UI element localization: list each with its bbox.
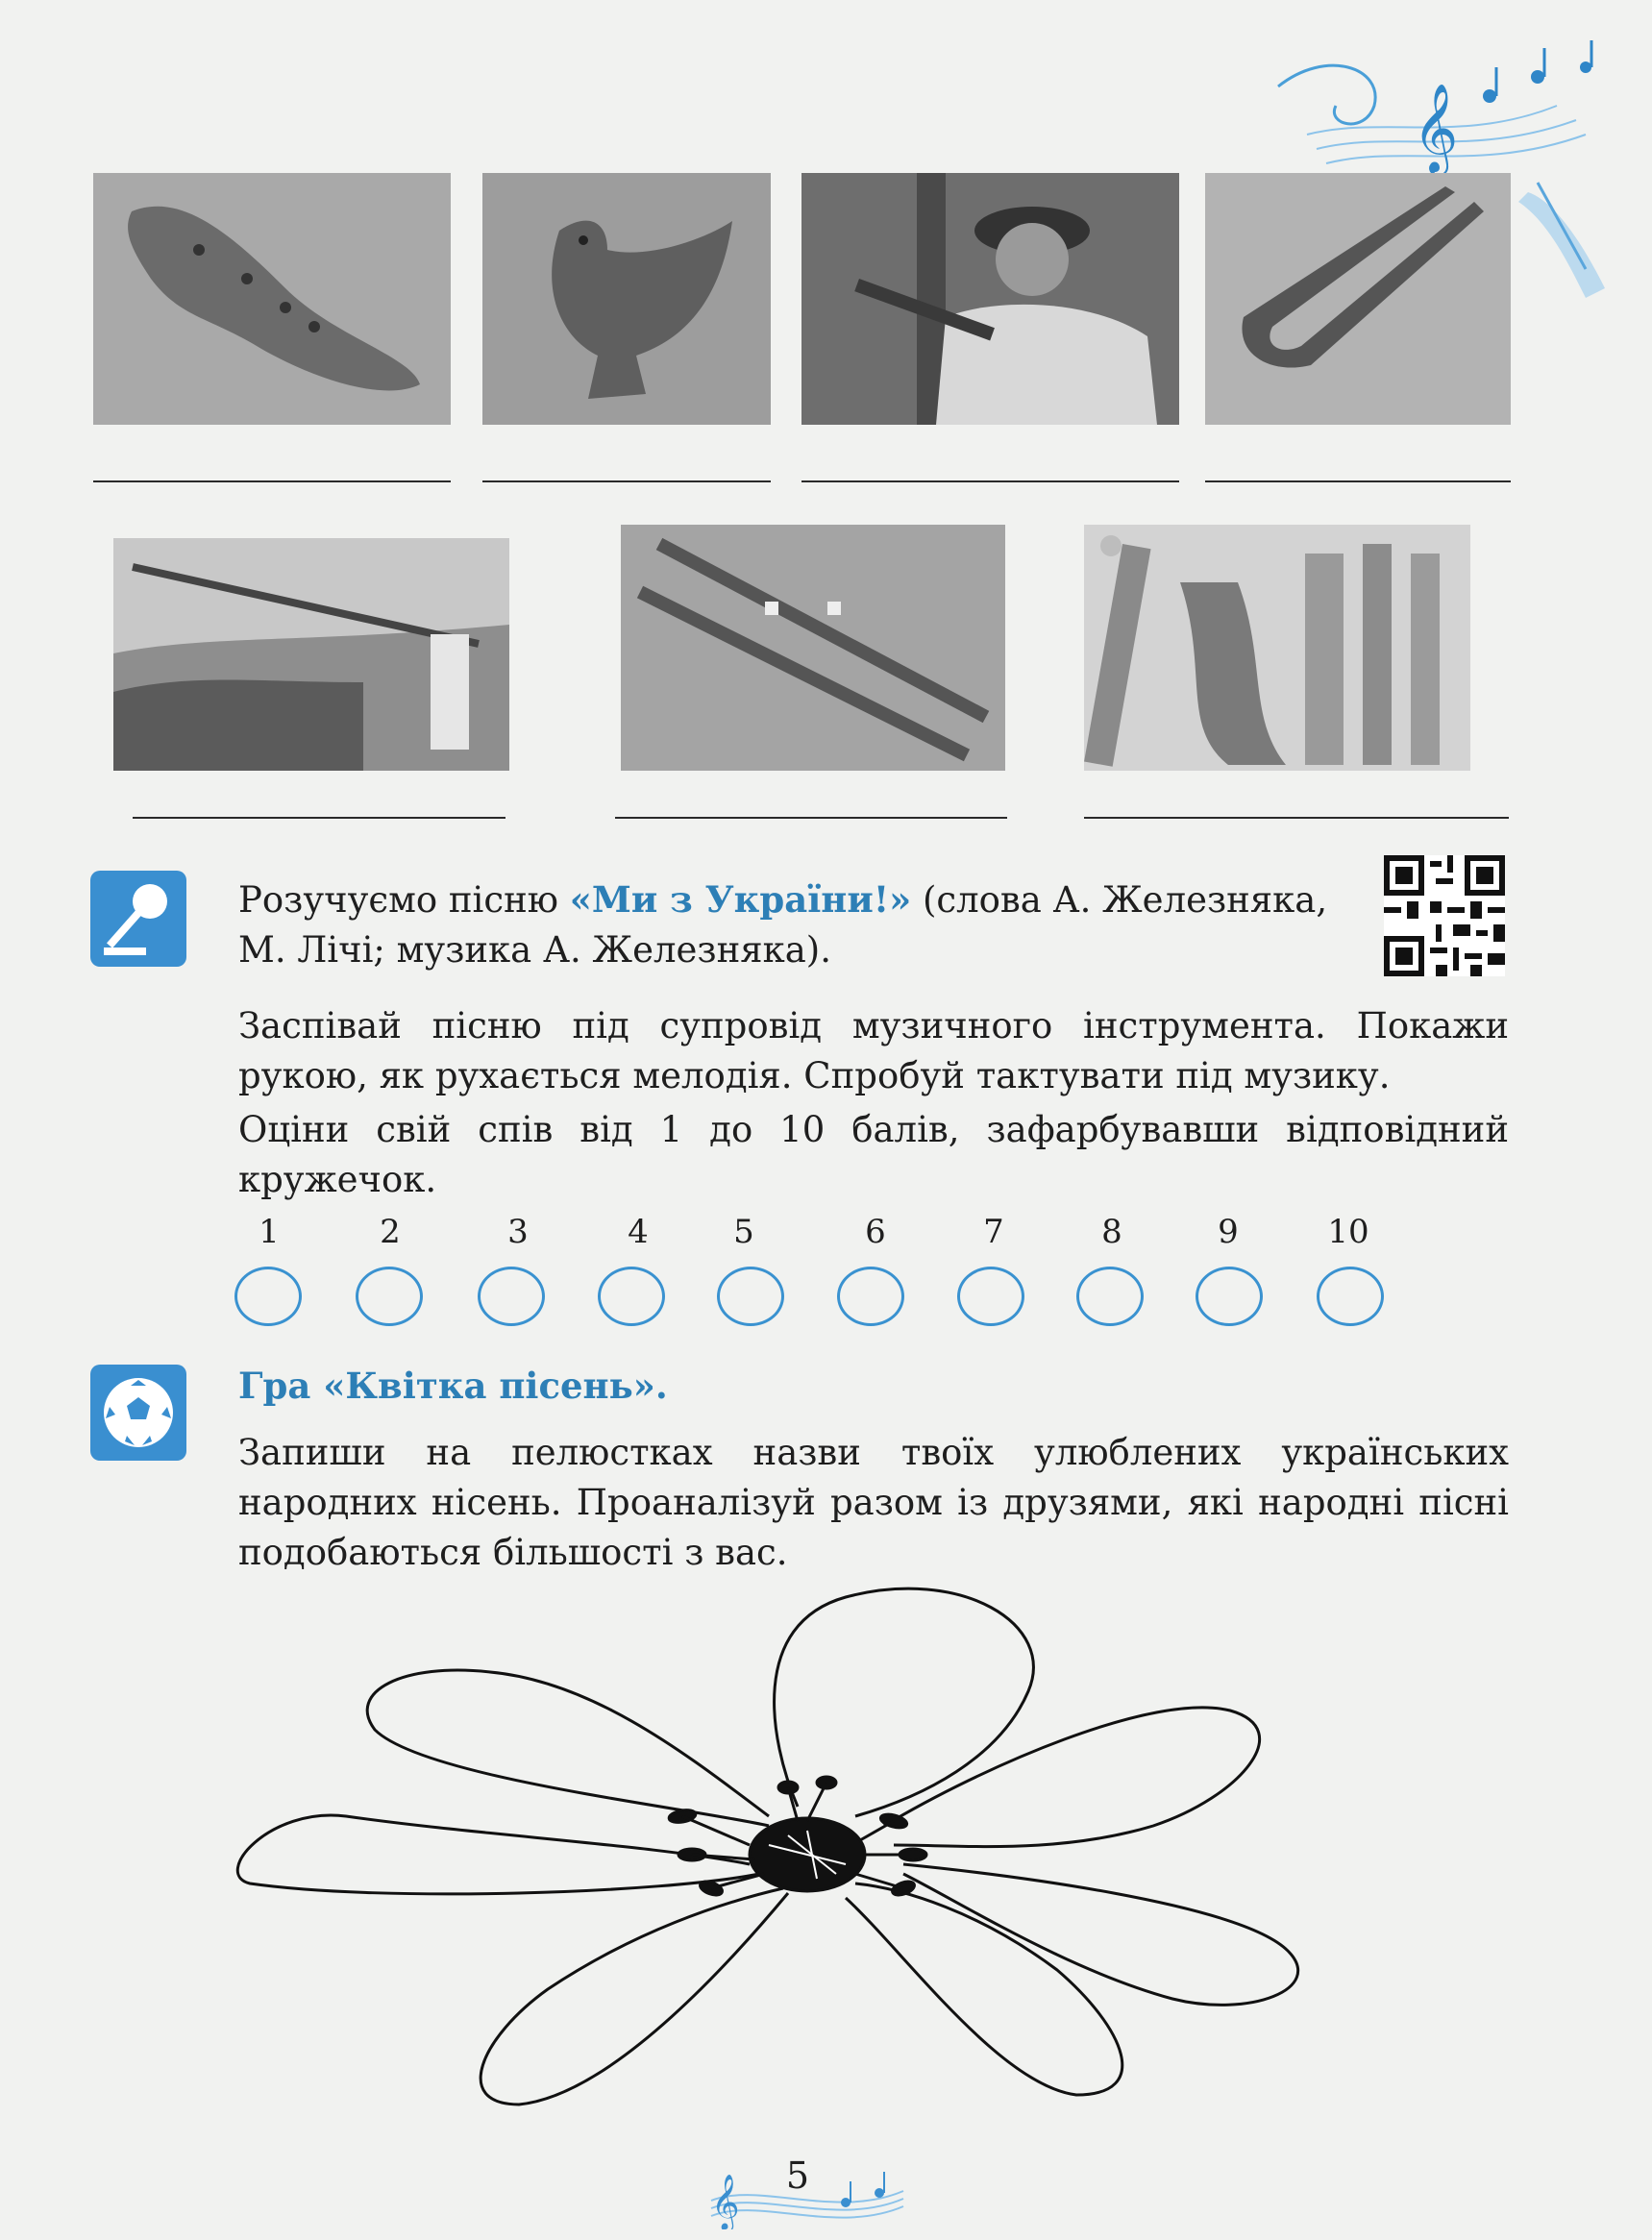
rating-number-7: 7 <box>983 1213 1004 1251</box>
ocarina-photo <box>93 173 451 425</box>
rating-circle-4[interactable] <box>598 1267 665 1326</box>
microphone-icon <box>90 871 186 967</box>
trembita-photo <box>113 538 509 771</box>
rating-number-5: 5 <box>733 1213 754 1251</box>
answer-line-1[interactable] <box>93 480 451 482</box>
qr-code[interactable] <box>1384 855 1505 976</box>
answer-line-5[interactable] <box>133 817 505 819</box>
rating-circle-2[interactable] <box>356 1267 423 1326</box>
rating-circle-5[interactable] <box>717 1267 784 1326</box>
rating-number-6: 6 <box>865 1213 886 1251</box>
song-credits: М. Лічі; музика А. Железняка). <box>238 929 831 971</box>
svg-text:𝄞: 𝄞 <box>711 2174 740 2229</box>
rating-circle-8[interactable] <box>1076 1267 1144 1326</box>
rating-number-9: 9 <box>1218 1213 1239 1251</box>
wooden-pipes-photo <box>621 525 1005 771</box>
flower-petal-right <box>903 1864 1298 2005</box>
answer-line-4[interactable] <box>1205 480 1511 482</box>
rating-circle-3[interactable] <box>478 1267 545 1326</box>
rating-circle-6[interactable] <box>837 1267 904 1326</box>
answer-line-6[interactable] <box>615 817 1007 819</box>
rating-circle-9[interactable] <box>1196 1267 1263 1326</box>
flower-petal-top <box>775 1588 1034 1816</box>
rating-number-4: 4 <box>628 1213 649 1251</box>
bird-whistle-photo <box>482 173 771 425</box>
song-flower-drawing[interactable] <box>231 1586 1422 2124</box>
rating-number-1: 1 <box>259 1213 280 1251</box>
song-paragraph <box>238 874 1344 975</box>
jaw-harp-photo <box>1205 173 1511 425</box>
game-title: Гра «Квітка пісень». <box>238 1365 668 1407</box>
svg-text:𝄞: 𝄞 <box>1413 83 1459 172</box>
soccer-ball-icon <box>90 1365 186 1461</box>
rating-number-3: 3 <box>507 1213 529 1251</box>
rating-number-8: 8 <box>1101 1213 1122 1251</box>
musician-photo <box>801 173 1179 425</box>
flower-petal-bottom-left <box>481 1888 788 2105</box>
song-suffix: (слова А. Железняка, <box>911 879 1328 921</box>
answer-line-2[interactable] <box>482 480 771 482</box>
rating-circle-10[interactable] <box>1317 1267 1384 1326</box>
rating-number-2: 2 <box>380 1213 401 1251</box>
answer-line-7[interactable] <box>1084 817 1509 819</box>
rate-instructions: Оціни свій спів від 1 до 10 балів, зафарбувавши відповідний кружечок. <box>238 1109 1509 1200</box>
rating-number-10: 10 <box>1327 1213 1369 1251</box>
flower-petal-upper-left <box>367 1670 769 1826</box>
song-title: «Ми з України!» <box>569 878 912 921</box>
answer-line-3[interactable] <box>801 480 1179 482</box>
rating-circle-1[interactable] <box>234 1267 302 1326</box>
flower-petal-bottom-right <box>846 1883 1122 2095</box>
rating-circle-7[interactable] <box>957 1267 1024 1326</box>
flower-petal-upper-right <box>884 1708 1260 1847</box>
page-number: 5 <box>785 2154 810 2197</box>
sopilka-horns-photo <box>1084 525 1470 771</box>
song-prefix: Розучуємо пісню <box>238 879 570 921</box>
close-icon <box>1100 535 1122 556</box>
game-instructions: Запиши на пелюстках назви твоїх улюблених українських народних нісень. Проаналізуй разом із друзями, які народні пісні подобаються більшості з вас. <box>238 1432 1509 1573</box>
sing-instructions: Заспівай пісню під супровід музичного інструмента. Покажи рукою, як рухається мелодія. Спробуй тактувати під музику. <box>238 1005 1509 1096</box>
